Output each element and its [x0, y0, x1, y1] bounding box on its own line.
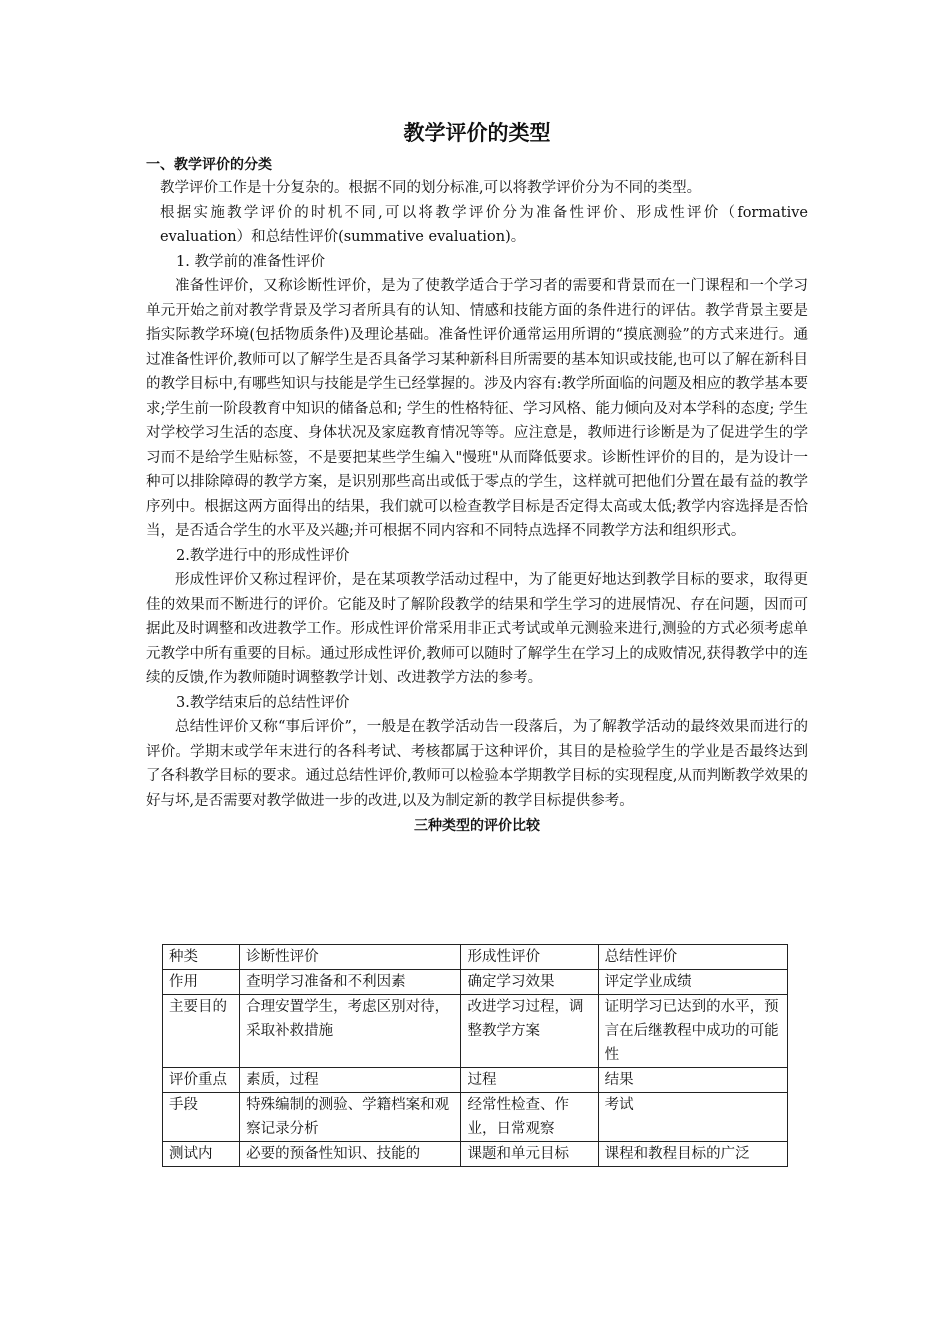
table-cell: 改进学习过程，调整教学方案 — [461, 995, 598, 1068]
document-page — [146, 118, 808, 837]
table-cell: 课程和教程目标的广泛 — [598, 1142, 787, 1167]
table-cell: 评价重点 — [163, 1068, 240, 1093]
subsection-heading-3: 3.教学结束后的总结性评价 — [176, 694, 350, 711]
table-cell: 评定学业成绩 — [598, 970, 787, 995]
table-row — [163, 995, 788, 1068]
table-header-cell: 形成性评价 — [461, 945, 598, 970]
table-cell: 查明学习准备和不利因素 — [240, 970, 461, 995]
section-heading: 一、教学评价的分类 — [146, 157, 272, 173]
table-cell: 手段 — [163, 1093, 240, 1142]
table-cell: 确定学习效果 — [461, 970, 598, 995]
table-cell: 素质，过程 — [240, 1068, 461, 1093]
subsection-body-1: 准备性评价，又称诊断性评价，是为了使教学适合于学习者的需要和背景而在一门课程和一个学习单元开始之前对教学背景及学习者所具有的认知、情感和技能方面的条件进行的评估。教学背景主要是指实际教学环境(包括物质条件)及理论基础。准备性评价通常运用所谓的“摸底测验”的方式来进行。通过准备性评价,教师可以了解学生是否具备学习某种新科目所需要的基本知识或技能,也可以了解在新科目的教学目标中,有哪些知识与技能是学生已经掌握的。涉及内容有:教学所面临的问题及相应的教学基本要求;学生前一阶段教育中知识的储备总和; 学生的性格特征、学习风格、能力倾向及对本学科的态度; 学生对学校学习生活的态度、身体状况及家庭教育情况等等。应注意是，教师进行诊断是为了促进学生的学习而不是给学生贴标签，不是要把某些学生编入"慢班"从而降低要求。诊断性评价的目的，是为设计一种可以排除障碍的教学方案，是识别那些高出或低于零点的学生，这样就可把他们分置在最有益的教学序列中。根据这两方面得出的结果，我们就可以检查教学目标是否定得太高或太低;教学内容选择是否恰当，是否适合学生的水平及兴趣;并可根据不同内容和不同特点选择不同教学方法和组织形式。 — [146, 278, 808, 539]
table-cell: 证明学习已达到的水平，预言在后继教程中成功的可能性 — [598, 995, 787, 1068]
table-cell: 特殊编制的测验、学籍档案和观察记录分析 — [240, 1093, 461, 1142]
table-cell: 经常性检查、作业，日常观察 — [461, 1093, 598, 1142]
table-header-cell: 种类 — [163, 945, 240, 970]
subsection-body-3: 总结性评价又称“事后评价”，一般是在教学活动告一段落后，为了解教学活动的最终效果而进行的评价。学期末或学年末进行的各科考试、考核都属于这种评价，其目的是检验学生的学业是否最终达到了各科教学目标的要求。通过总结性评价,教师可以检验本学期教学目标的实现程度,从而判断教学效果的好与坏,是否需要对教学做进一步的改进,以及为制定新的教学目标提供参考。 — [146, 719, 808, 809]
table-cell: 过程 — [461, 1068, 598, 1093]
table-header-row — [163, 945, 788, 970]
table-header-cell: 诊断性评价 — [240, 945, 461, 970]
subsection-heading-2: 2.教学进行中的形成性评价 — [176, 547, 350, 564]
intro-paragraph-2: 根据实施教学评价的时机不同,可以将教学评价分为准备性评价、形成性评价（formative evaluation）和总结性评价(summative evaluation)。 — [160, 204, 808, 245]
table-row — [163, 1142, 788, 1167]
intro-paragraph-1: 教学评价工作是十分复杂的。根据不同的划分标准,可以将教学评价分为不同的类型。 — [160, 180, 702, 196]
table-row — [163, 1093, 788, 1142]
table-cell: 必要的预备性知识、技能的 — [240, 1142, 461, 1167]
table-header-cell: 总结性评价 — [598, 945, 787, 970]
table-cell: 结果 — [598, 1068, 787, 1093]
table-row — [163, 1068, 788, 1093]
table-row — [163, 970, 788, 995]
table-cell: 合理安置学生，考虑区别对待，采取补救措施 — [240, 995, 461, 1068]
page-title: 教学评价的类型 — [403, 121, 551, 145]
comparison-table — [162, 944, 788, 1167]
subsection-heading-1: 1. 教学前的准备性评价 — [176, 253, 325, 270]
table-cell: 主要目的 — [163, 995, 240, 1068]
table-title: 三种类型的评价比较 — [414, 818, 540, 834]
table-cell: 考试 — [598, 1093, 787, 1142]
subsection-body-2: 形成性评价又称过程评价，是在某项教学活动过程中，为了能更好地达到教学目标的要求，取得更佳的效果而不断进行的评价。它能及时了解阶段教学的结果和学生学习的进展情况、存在问题，因而可据此及时调整和改进教学工作。形成性评价常采用非正式考试或单元测验来进行,测验的方式必须考虑单元教学中所有重要的目标。通过形成性评价,教师可以随时了解学生在学习上的成败情况,获得教学中的连续的反馈,作为教师随时调整教学计划、改进教学方法的参考。 — [146, 572, 808, 686]
table-cell: 测试内 — [163, 1142, 240, 1167]
table-cell: 课题和单元目标 — [461, 1142, 598, 1167]
table-cell: 作用 — [163, 970, 240, 995]
